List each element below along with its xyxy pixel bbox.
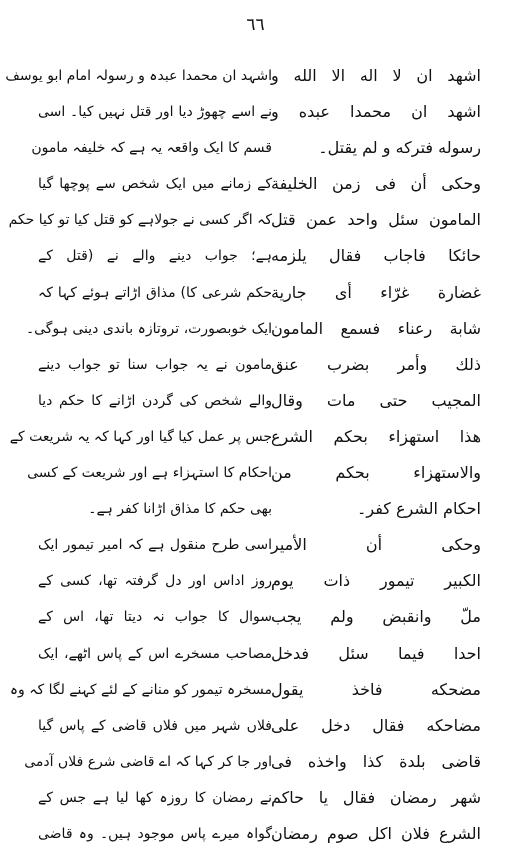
arabic-line: الشرع فلان اكل صوم رمضان [271,823,481,843]
urdu-line: اسی طرح منقول ہے کہ امیر تیمور ایک [38,537,272,554]
arabic-line: هذا استهزاء بحكم الشرع [271,426,481,446]
arabic-line: رسوله فترکه و لم يقتل۔ [318,138,481,158]
arabic-line: حائكا فاجاب فقال يلزمه [271,246,481,266]
arabic-line: المامون سئل واحد عمن قتل [271,210,481,230]
arabic-line: غضارة غرّاء أى جارية [271,282,481,302]
arabic-line: احدا فيما سئل فدخل [271,643,481,663]
arabic-line: ملّ وانقبض ولم يجب [271,607,481,627]
urdu-line: احکام کا استہزاء ہے اور شریعت کے کسی [27,465,272,482]
arabic-line: اشهد ان محمدا عبده و [271,102,481,122]
arabic-line: مضحكه فاخذ يقول [271,679,481,699]
urdu-line: مصاحب مسخرے اس کے پاس اٹھے، ایک [38,645,272,662]
urdu-line: اور جا کر کہا کہ اے قاضی شرع فلاں آدمی [24,753,272,770]
urdu-line: نے اسے چھوڑ دیا اور قتل نہیں کیا۔ اسی [38,104,272,121]
urdu-line: کے زمانے میں ایک شخص سے پوچھا گیا [38,176,272,193]
arabic-line: والاستهزاء بحكم من [271,463,481,483]
urdu-line: نے رمضان کا روزہ کھا لیا ہے جس کے [38,789,272,806]
urdu-line: مسخرہ تیمور کو منانے کے لئے کہنے لگا کہ وہ [9,681,272,698]
urdu-line: اشہد ان محمدا عبدہ و رسولہ امام ابو یوسف [5,68,272,84]
arabic-line: الكبير تيمور ذات يوم [271,571,481,591]
arabic-line: شهر رمضان فقال يا حاكم [271,787,481,807]
urdu-line: فلاں شہر میں فلاں قاضی کے پاس گیا [38,717,272,734]
arabic-line: احكام الشرع كفر۔ [356,499,481,519]
urdu-line: سوال کا جواب نہ دیتا تھا، اس کے [38,609,272,626]
urdu-line: کہ اگر کسی نے جولاہے کو قتل کیا تو کیا حکم [8,212,272,229]
arabic-line: وحكى أن الأمير [271,535,481,555]
page-number: ٦٦ [246,15,265,35]
arabic-line: ذلك وأمر بضرب عنق [271,354,481,374]
urdu-line: گواہ میرے پاس موجود ہیں۔ وہ قاضی [38,825,272,842]
urdu-translation-column [5,58,272,852]
arabic-line: مضاحكه فقال دخل على [271,715,481,735]
arabic-line: قاضى بلدة كذا واخذه فى [271,751,481,771]
arabic-line: شابة رعناء فسمع المامون [271,318,481,338]
urdu-line: قسم کا ایک واقعہ یہ ہے کہ خلیفہ مامون [31,140,272,157]
urdu-line: روز اداس اور دل گرفتہ تھا، کسی کے [38,573,272,590]
urdu-line: حکم شرعی کا) مذاق اڑاتے ہوئے کہا کہ [38,284,272,301]
urdu-line: ایک خوبصورت، تروتازہ باندی دینی ہوگی۔ [25,320,272,337]
urdu-line: مامون نے یہ جواب سنا تو جواب دینے [38,356,272,373]
arabic-text-column [271,58,481,852]
urdu-line: بھی حکم کا مذاق اڑانا کفر ہے۔ [88,501,272,518]
arabic-line: وحكى أن فى زمن الخليفة [271,174,481,194]
arabic-line: المجيب حتى مات وقال [271,390,481,410]
arabic-line: اشهد ان لا اله الا الله و [271,66,481,85]
urdu-line: ہے؛ جواب دینے والے نے (قتل کے [38,248,272,265]
urdu-line: جس پر عمل کیا گیا اور کہا کہ یہ شریعت کے [9,428,272,445]
urdu-line: والے شخص کی گردن اڑانے کا حکم دیا [38,392,272,409]
